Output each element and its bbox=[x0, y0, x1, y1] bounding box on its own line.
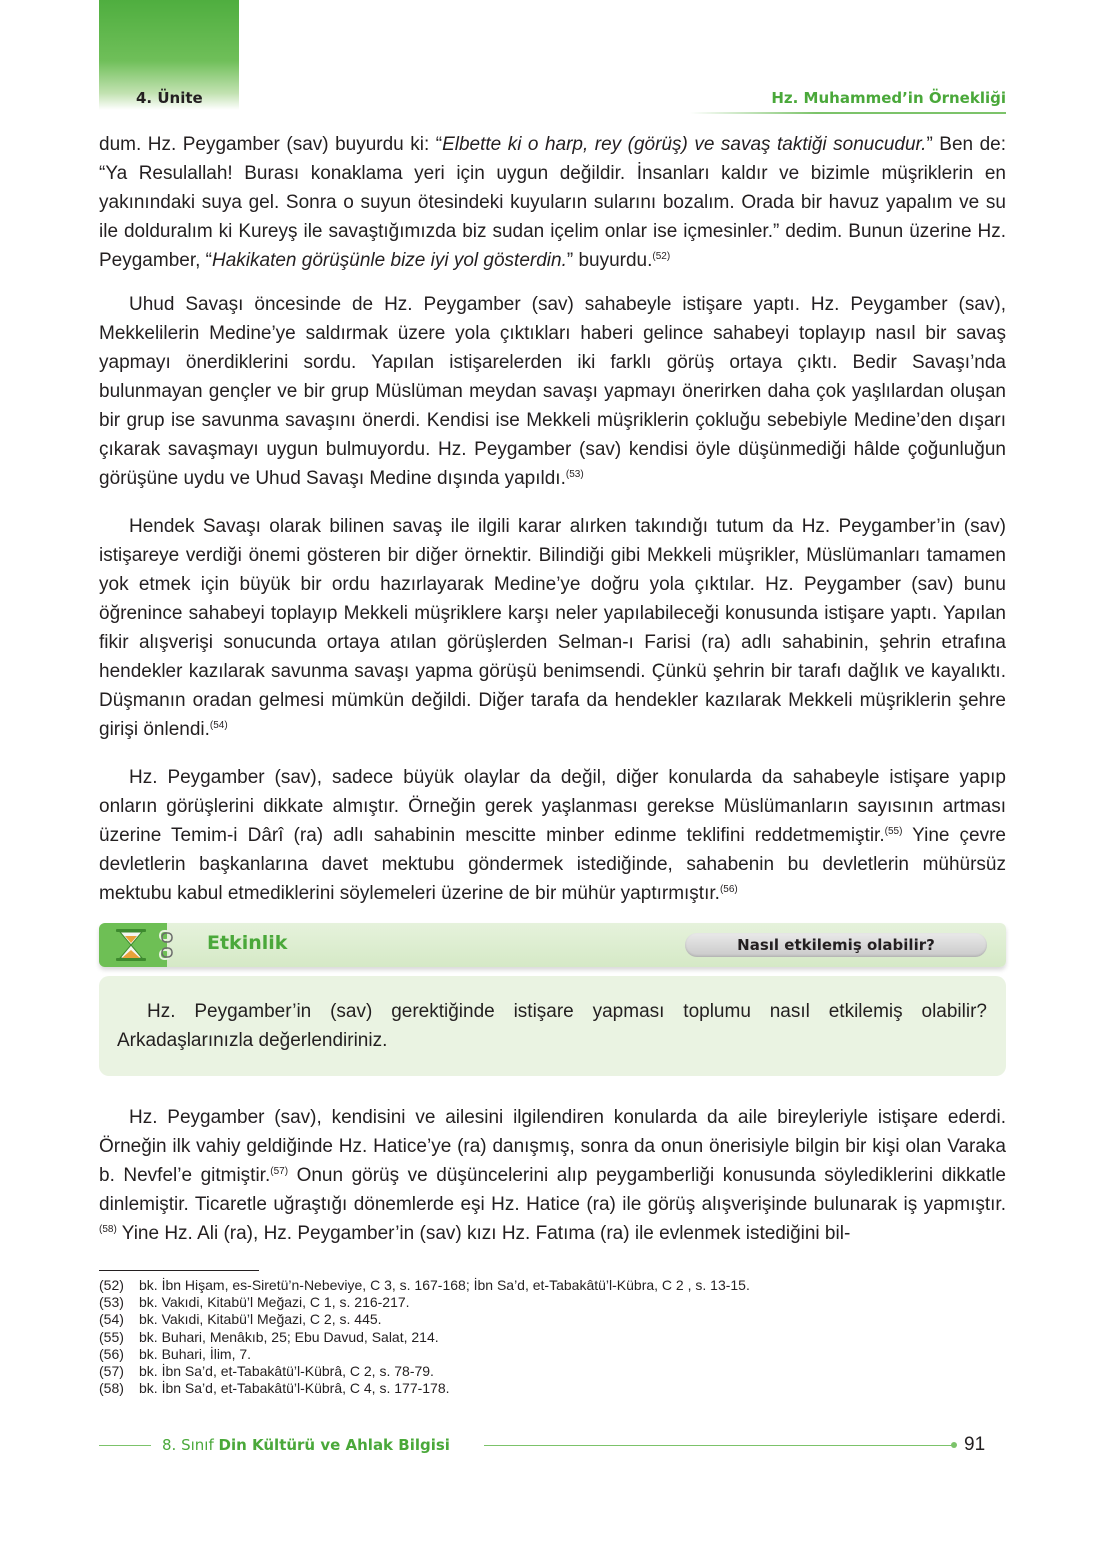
footnote-item: (58) bk. İbn Sa’d, et-Tabakâtü’l-Kübrâ, C 4, s. 177-178. bbox=[99, 1380, 450, 1397]
hourglass-icon bbox=[113, 928, 149, 962]
footnote-divider bbox=[99, 1270, 259, 1271]
footer-rule-right bbox=[484, 1445, 954, 1446]
footnote-ref: (55) bbox=[884, 826, 903, 837]
footnotes bbox=[99, 1277, 1006, 1397]
footnote-item: (55) bk. Buhari, Menâkıb, 25; Ebu Davud, Salat, 214. bbox=[99, 1328, 439, 1345]
footer-dot bbox=[951, 1442, 957, 1448]
footnote-item: (56) bk. Buhari, İlim, 7. bbox=[99, 1345, 252, 1362]
footnote-ref: (53) bbox=[565, 469, 584, 480]
paragraph-3: Hendek Savaşı olarak bilinen savaş ile ilgili karar alırken takındığı tutum da Hz. Peygamber’in (sav) istişareye verdiği önemi gösteren bir diğer örnektir. Bilindiği gibi Mekkeli müşrikler, Müslümanları tamamen yok etmek için büyük bir ordu hazırlayarak Medine’ye doğru yola çıktılar. Hz. Peygamber (sav) bunu öğrenince sahabeyi toplayıp Mekkeli müşriklere karşı neler yapılabileceği konusunda istişare yaptı. Yapılan fikir alışverişi sonucunda ortaya atılan görüşlerden Selman-ı Farisi (ra) adlı sahabinin, şehrin etrafına hendekler kazılarak savunma savaşı yapma görüşü benimsendi. Çünkü şehrin bir tarafı dağlık ve kayalıktı. Düşmanın oradan gelmesi mümkün değildi. Diğer tarafa da hendekler kazılarak Mekkeli müşriklerin şehre girişi önlendi.$^{(54)}$ bbox=[99, 516, 1006, 740]
page-number: 91 bbox=[964, 1434, 986, 1455]
activity-question: Nasıl etkilemiş olabilir? bbox=[685, 933, 987, 957]
paragraph-4: Hz. Peygamber (sav), sadece büyük olaylar da değil, diğer konularda da sahabeyle istişare yapıp onların görüşlerini dikkate almıştır. Örneğin gerek yaşlanması gerekse Müslümanların sayısının artması üzerine Temim-i Dârî (ra) adlı sahabinin mescitte minber edinme teklifini reddetmemiştir.$^{(55)}$ Yine çevre devletlerin başkanlarına davet mektubu göndermek istediğinde, sahabenin bu devletlerin mühürsüz mektubu kabul etmediklerini söylemeleri üzerine de bir mühür yaptırmıştır.$^{(56)}$ bbox=[99, 767, 1006, 904]
chain-link-icon bbox=[157, 929, 175, 961]
quote-2: Hakikaten görüşünle bize iyi yol gösterdin. bbox=[212, 250, 567, 271]
activity-title: Etkinlik bbox=[207, 932, 288, 954]
footnote-ref: (57) bbox=[270, 1166, 289, 1177]
activity-box bbox=[99, 976, 1006, 1076]
paragraph-2: Uhud Savaşı öncesinde de Hz. Peygamber (sav) sahabeyle istişare yaptı. Hz. Peygamber (sav), Mekkelilerin Medine’ye saldırmak üzere yola çıktıkları haberi gelince sahabeyi toplayıp nasıl bir savaş yapmayı önerdiklerini sordu. Yapılan istişarelerden iki farklı görüş ortaya çıktı. Bedir Savaşı’nda bulunmayan gençler ve bir grup Müslüman meydan savaşı yapmayı önerirken daha çok yaşlılardan oluşan bir grup ise savunma savaşını önerdi. Kendisi ise Mekkeli müşriklerin çokluğu sebebiyle Medine’den dışarı çıkarak savaşmayı uygun bulmuyordu. Hz. Peygamber (sav) kendisi öyle düşünmediği hâlde çoğunluğun görüşüne uydu ve Uhud Savaşı Medine dışında yapıldı.$^{(53)}$ bbox=[99, 294, 1006, 489]
footnote-ref: (52) bbox=[652, 251, 671, 262]
footer-rule-left bbox=[99, 1445, 151, 1446]
footnote-ref: (54) bbox=[209, 720, 228, 731]
chapter-title: Hz. Muhammed’in Örnekliği bbox=[771, 89, 1006, 107]
activity-header bbox=[99, 923, 1006, 967]
activity-text: Hz. Peygamber’in (sav) gerektiğinde istişare yapması toplumu nasıl etkilemiş olabilir? Arkadaşlarınızla değerlendiriniz. bbox=[117, 1001, 987, 1051]
unit-label: 4. Ünite bbox=[136, 89, 203, 107]
footnote-item: (53) bk. Vakıdi, Kitabü’l Meğazi, C 1, s. 216-217. bbox=[99, 1294, 410, 1311]
quote-1: Elbette ki o harp, rey (görüş) ve savaş taktiği sonucudur. bbox=[442, 134, 927, 155]
paragraph-5: Hz. Peygamber (sav), kendisini ve ailesini ilgilendiren konularda da aile bireyleriyle istişare ederdi. Örneğin ilk vahiy geldiğinde Hz. Hatice’ye (ra) danışmış, sonra da onun önerisiyle bilgin bir kişi olan Varaka b. Nevfel’e gitmiştir.$^{(57)}$ Onun görüş ve düşüncelerini alıp peygamberliği konusunda söylediklerini dikkatle dinlemiştir. Ticaretle uğraştığı dönemlerde eşi Hz. Hatice (ra) ile görüş alışverişinde bulunarak iş yapmıştır.$^{(58)}$ Yine Hz. Ali (ra), Hz. Peygamber’in (sav) kızı Hz. Fatıma (ra) ile evlenmek istediğini bil- bbox=[99, 1107, 1006, 1244]
footnote-item: (57) bk. İbn Sa’d, et-Tabakâtü’l-Kübrâ, C 2, s. 78-79. bbox=[99, 1363, 434, 1380]
paragraph-1: dum. Hz. Peygamber (sav) buyurdu ki: “Elbette ki o harp, rey (görüş) ve savaş taktiği sonucudur.” Ben de: “Ya Resulallah! Burası konaklama yeri için uygun değildir. İnsanları kaldır ve bizimle müşriklerin en yakınındaki suya gel. Sonra o suyun ötesindeki kuyuların sularını bozalım. Orada bir havuz yapalım ve su ile dolduralım ki Kureyş ile savaştığımızda biz sudan içelim onlar ise içmesinler.” dedim. Bunun üzerine Hz. Peygamber, “Hakikaten görüşünle bize iyi yol gösterdin.” buyurdu.$^{(52)}$ bbox=[99, 134, 1006, 271]
footnote-ref: (58) bbox=[99, 1224, 117, 1235]
footnote-ref: (56) bbox=[719, 884, 738, 895]
footnote-item: (54) bk. Vakıdi, Kitabü’l Meğazi, C 2, s. 445. bbox=[99, 1311, 382, 1328]
chapter-title-underline bbox=[690, 112, 1006, 114]
footnote-item: (52) bk. İbn Hişam, es-Siretü’n-Nebeviye, C 3, s. 167-168; İbn Sa’d, et-Tabakâtü’l-Kübra, C 2 , s. 13-15. bbox=[99, 1277, 750, 1293]
footer-book-title: 8. Sınıf Din Kültürü ve Ahlak Bilgisi bbox=[162, 1436, 450, 1454]
